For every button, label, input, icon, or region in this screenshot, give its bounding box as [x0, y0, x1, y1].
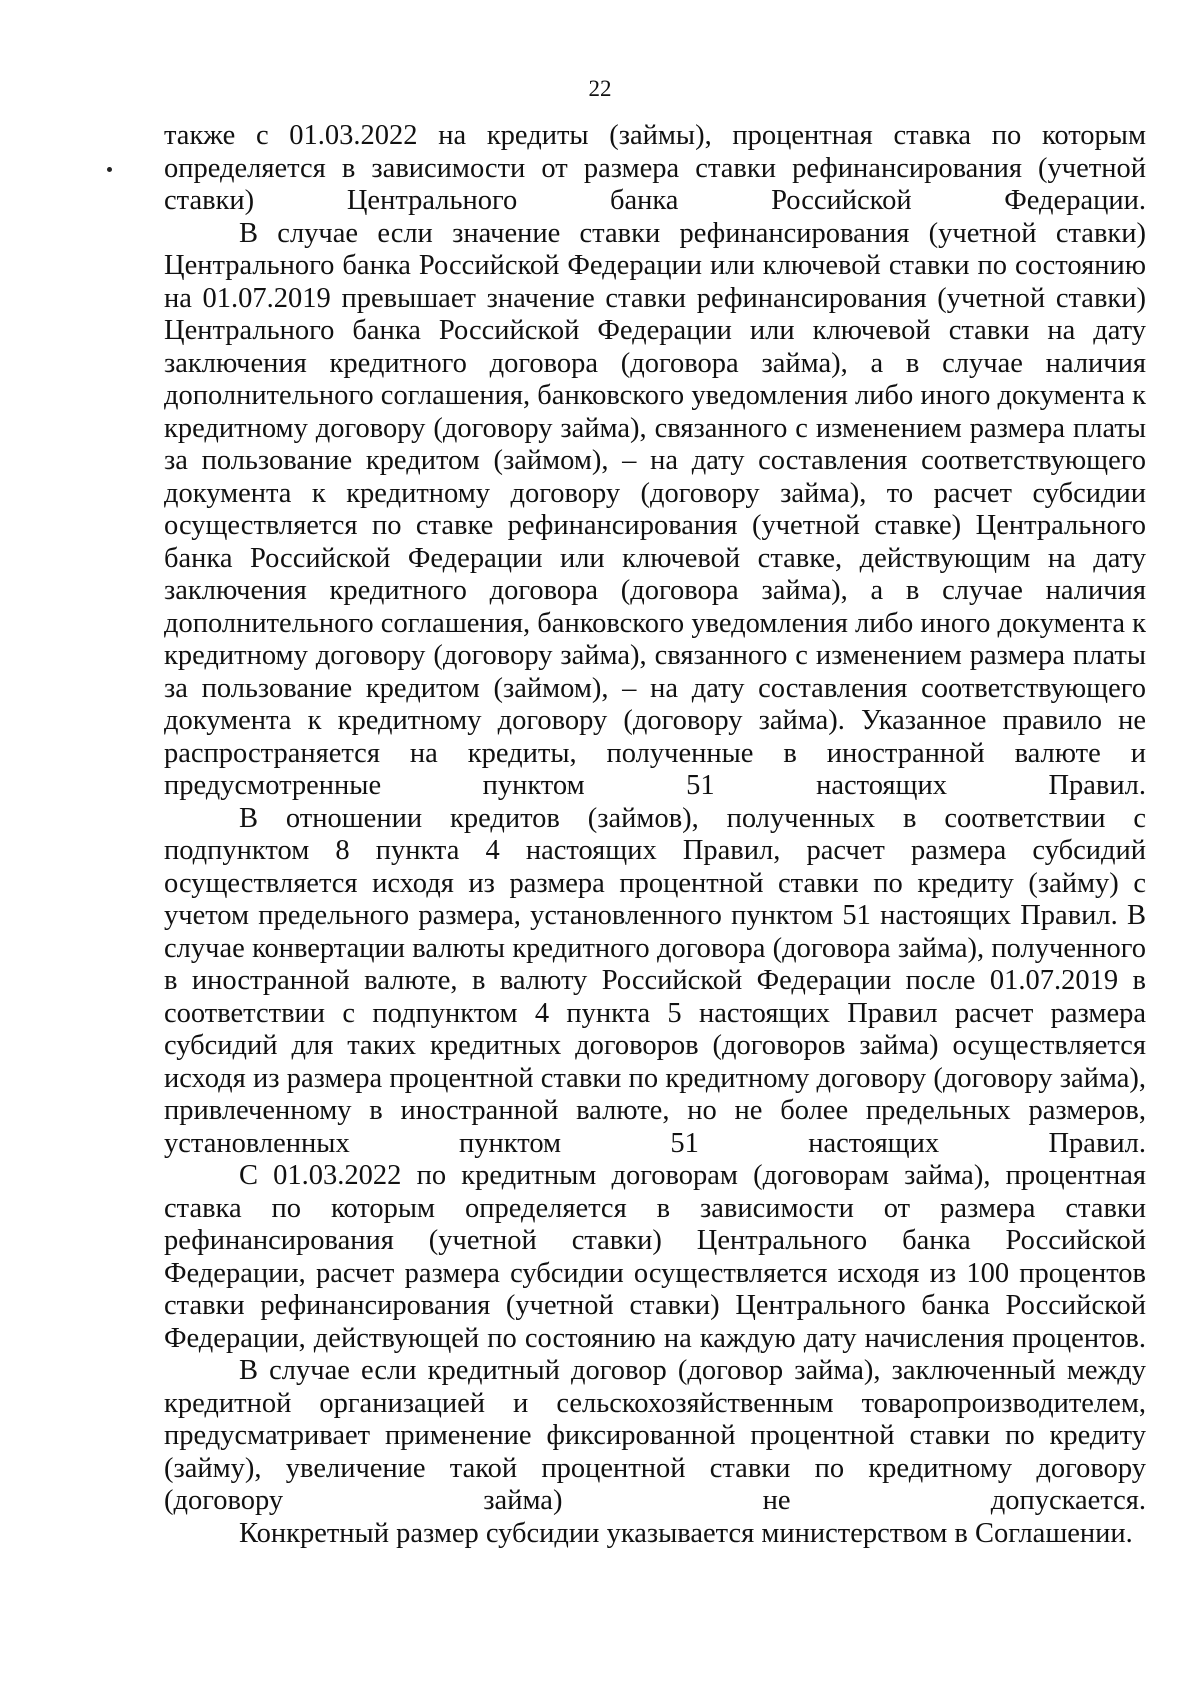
paragraph-subsidy-amount: Конкретный размер субсидии указывается министерством в Соглашении.	[239, 1517, 1133, 1549]
paragraph-continuation: также с 01.03.2022 на кредиты (займы), процентная ставка по которым определяется в зависимости от размера ставки рефинансирования (учетной ставки) Центрального банка Российской Федерации.	[164, 120, 1146, 216]
paragraph-fixed-rate: В случае если кредитный договор (договор займа), заключенный между кредитной организацией и сельскохозяйственным товаропроизводителем, предусматривает применение фиксированной процентной ставки по кредиту (займу), увеличение такой процентной ставки по кредитному договору (договору займа) не допускается.	[164, 1355, 1146, 1516]
paragraph-from-2022: С 01.03.2022 по кредитным договорам (договорам займа), процентная ставка по которым определяется в зависимости от размера ставки рефинансирования (учетной ставки) Центрального банка Российской Федерации, расчет размера субсидии осуществляется исходя из 100 процентов ставки рефинансирования (учетной ставки) Центрального банка Российской Федерации, действующей по состоянию на каждую дату начисления процентов.	[164, 1160, 1146, 1354]
page-number: 22	[588, 76, 612, 101]
margin-dot	[107, 167, 112, 172]
paragraph-refinancing-rate: В случае если значение ставки рефинансирования (учетной ставки) Центрального банка Российской Федерации или ключевой ставки по состоянию на 01.07.2019 превышает значение ставки рефинансирования (учетной ставки) Центрального банка Российской Федерации или ключевой ставки на дату заключения кредитного договора (договора займа), а в случае наличия дополнительного соглашения, банковского уведомления либо иного документа к кредитному договору (договору займа), связанного с изменением размера платы за пользование кредитом (займом), – на дату составления соответствующего документа к кредитному договору (договору займа), то расчет субсидии осуществляется по ставке рефинансирования (учетной ставке) Центрального банка Российской Федерации или ключевой ставке, действующим на дату заключения кредитного договора (договора займа), а в случае наличия дополнительного соглашения, банковского уведомления либо иного документа к кредитному договору (договору займа), связанного с изменением размера платы за пользование кредитом (займом), – на дату составления соответствующего документа к кредитному договору (договору займа). Указанное правило не распространяется на кредиты, полученные в иностранной валюте и предусмотренные пунктом 51 настоящих Правил.	[164, 217, 1146, 801]
paragraph-foreign-currency: В отношении кредитов (займов), полученных в соответствии с подпунктом 8 пункта 4 настоящих Правил, расчет размера субсидий осуществляется исходя из размера процентной ставки по кредиту (займу) с учетом предельного размера, установленного пунктом 51 настоящих Правил. В случае конвертации валюты кредитного договора (договора займа), полученного в иностранной валюте, в валюту Российской Федерации после 01.07.2019 в соответствии с подпунктом 4 пункта 5 настоящих Правил расчет размера субсидий для таких кредитных договоров (договоров займа) осуществляется исходя из размера процентной ставки по кредитному договору (договору займа), привлеченному в иностранной валюте, но не более предельных размеров, установленных пунктом 51 настоящих Правил.	[164, 802, 1146, 1159]
document-body	[164, 120, 1146, 1550]
